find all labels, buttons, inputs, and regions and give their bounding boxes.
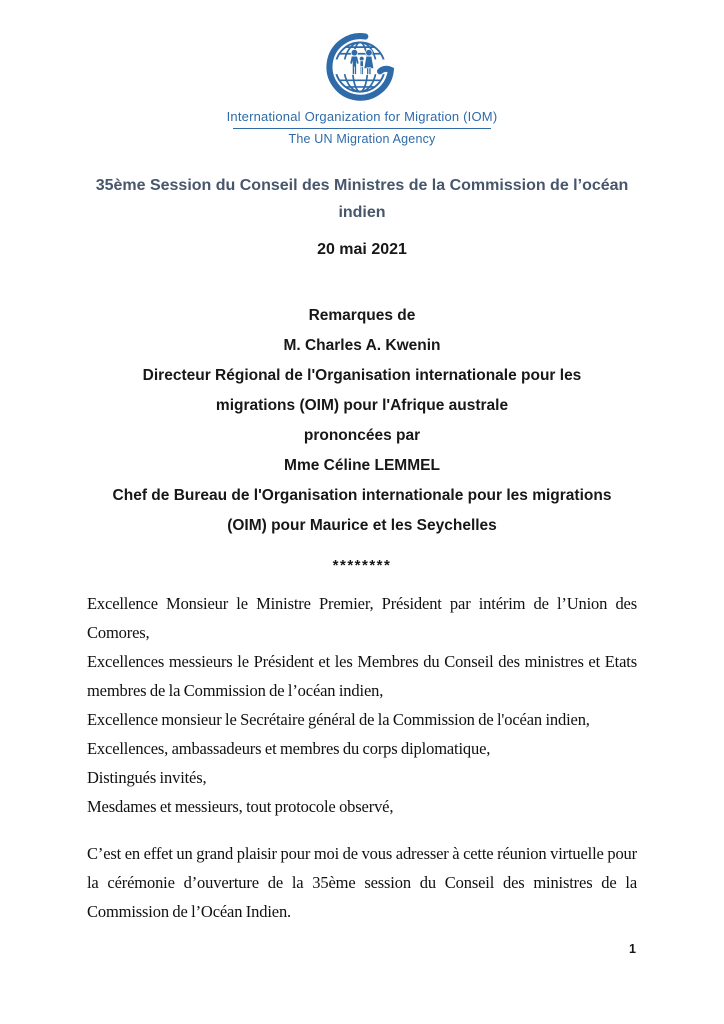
- iom-globe-icon: [316, 32, 408, 104]
- document-date: 20 mai 2021: [317, 241, 407, 258]
- paragraph-salutation: Excellence monsieur le Secrétaire général de la Commission de l'océan indien,: [87, 710, 590, 729]
- speaker-block: [62, 301, 662, 541]
- speaker-line: Directeur Régional de l'Organisation internationale pour les: [142, 367, 582, 384]
- document-title-line: indien: [338, 204, 386, 221]
- paragraph-salutation: Distingués invités,: [87, 768, 207, 787]
- speaker-line: Chef de Bureau de l'Organisation internationale pour les migrations: [112, 487, 612, 504]
- paragraph-salutation: Mesdames et messieurs, tout protocole observé,: [87, 797, 394, 816]
- speaker-line: migrations (OIM) pour l'Afrique australe: [215, 397, 509, 414]
- speaker-line: (OIM) pour Maurice et les Seychelles: [227, 517, 497, 534]
- org-name: International Organization for Migration (IOM): [226, 109, 498, 124]
- document-title: [72, 172, 652, 226]
- speaker-line: prononcées par: [303, 427, 421, 444]
- page-number: 1: [629, 942, 636, 956]
- speaker-line: Remarques de: [308, 307, 416, 324]
- paragraph-salutation: Excellences, ambassadeurs et membres du corps diplomatique,: [87, 739, 491, 758]
- iom-logo: [0, 32, 724, 146]
- document-body: [87, 589, 637, 926]
- paragraph-salutation: Excellence Monsieur le Ministre Premier, Président par intérim de l’Union des Comores,: [87, 594, 637, 642]
- paragraph-salutation: Excellences messieurs le Président et les Membres du Conseil des ministres et Etats membres de la Commission de l’océan indien,: [87, 652, 637, 700]
- org-tagline: The UN Migration Agency: [288, 132, 436, 146]
- separator-stars: ********: [332, 557, 392, 574]
- document-title-line: 35ème Session du Conseil des Ministres de la Commission de l’océan: [95, 177, 629, 194]
- speaker-line: Mme Céline LEMMEL: [284, 457, 440, 474]
- speaker-line: M. Charles A. Kwenin: [283, 337, 441, 354]
- paragraph-opening-remarks: C’est en effet un grand plaisir pour moi de vous adresser à cette réunion virtuelle pour la cérémonie d’ouverture de la 35ème session du Conseil des ministres de la Commission de l’Océan Indien.: [87, 844, 637, 921]
- logo-divider: [233, 128, 491, 129]
